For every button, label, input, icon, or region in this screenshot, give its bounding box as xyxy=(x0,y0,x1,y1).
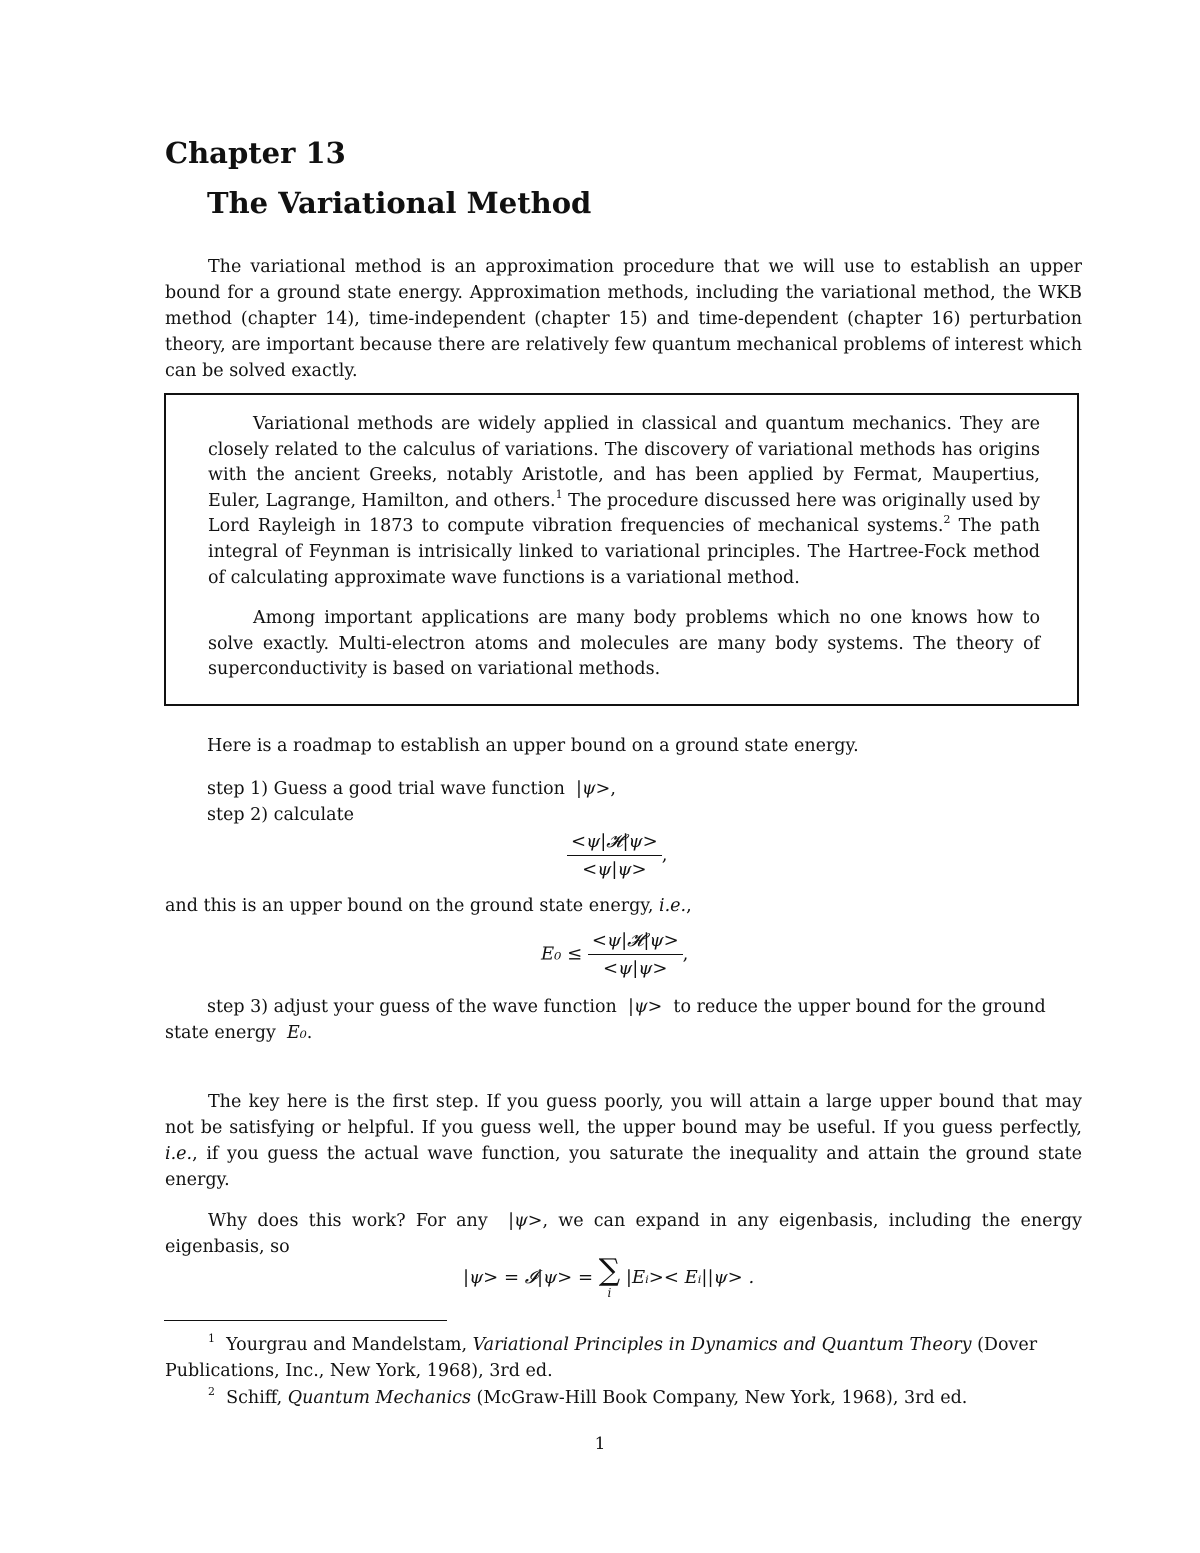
box-paragraph-1: Variational methods are widely applied in classical and quantum mechanics. They are closely related to the calculus of variations. The discovery of variational methods has origins with the ancient Greeks, notably Aristotle, and has been applied by Fermat, Maupertius, Euler, Lagrange, Hamilton, and others.$^1$ The procedure discussed here was originally used by Lord Rayleigh in 1873 to compute vibration frequencies of mechanical systems.$^2$ The path integral of Feynman is intrisically linked to variational principles. The Hartree-Fock method of calculating approximate wave functions is a variational method. xyxy=(208,414,1040,588)
sum-symbol: ∑ xyxy=(598,1253,621,1288)
expansion-equation: |ψ> = 𝓘|ψ> = ∑ i |Eᵢ>< Eᵢ||ψ> . xyxy=(463,1253,755,1300)
roadmap-line: Here is a roadmap to establish an upper bound on a ground state energy. xyxy=(207,736,859,756)
sidebar-box xyxy=(164,393,1079,706)
step-2: step 2) calculate xyxy=(207,805,354,825)
ground-state-inequality: E₀ ≤ $\frac{\text{<ψ|𝓗|ψ>}}{<\psi|\psi>}$ , xyxy=(541,930,689,979)
bound-line: and this is an upper bound on the ground state energy, i.e., xyxy=(165,896,692,916)
page-number: 1 xyxy=(594,1434,606,1454)
step-3-continued: state energy E₀. xyxy=(165,1023,313,1043)
step-1: step 1) Guess a good trial wave function |ψ>, xyxy=(207,779,616,799)
chapter-title: The Variational Method xyxy=(207,186,592,220)
step-3: step 3) adjust your guess of the wave function |ψ> to reduce the upper bound for the ground xyxy=(207,997,1046,1017)
key-paragraph: The key here is the first step. If you guess poorly, you will attain a large upper bound that may not be satisfying or helpful. If you guess well, the upper bound may be useful. If you guess perfectly, i.e., if you guess the actual wave function, you saturate the inequality and attain the ground state energy. xyxy=(165,1092,1082,1190)
why-paragraph: Why does this work? For any |ψ>, we can expand in any eigenbasis, including the energy eigenbasis, so xyxy=(165,1211,1082,1257)
intro-paragraph: The variational method is an approximation procedure that we will use to establish an upper bound for a ground state energy. Approximation methods, including the variational method, the WKB method (chapter 14), time-independent (chapter 15) and time-dependent (chapter 16) perturbation theory, are important because there are relatively few quantum mechanical problems of interest which can be solved exactly. xyxy=(165,257,1082,381)
footnote-rule xyxy=(164,1320,447,1321)
footnote-1: $^1$ Yourgrau and Mandelstam, Variational Principles in Dynamics and Quantum Theory (Dover Publications, Inc., New York, 1968), 3rd ed. xyxy=(165,1332,1038,1381)
expectation-fraction: $\frac{\text{<ψ|𝓗|ψ>}}{<\psi|\psi>}$ , xyxy=(567,831,668,880)
footnote-ref-1[interactable]: 1 xyxy=(555,487,563,501)
box-paragraph-2: Among important applications are many body problems which no one knows how to solve exactly. Multi-electron atoms and molecules are many body systems. The theory of superconductivity is based on variational methods. xyxy=(208,608,1040,680)
footnote-ref-2[interactable]: 2 xyxy=(943,513,951,527)
chapter-label: Chapter 13 xyxy=(165,136,346,170)
footnote-2: $^2$ Schiff, Quantum Mechanics (McGraw-Hill Book Company, New York, 1968), 3rd ed. xyxy=(208,1385,968,1408)
